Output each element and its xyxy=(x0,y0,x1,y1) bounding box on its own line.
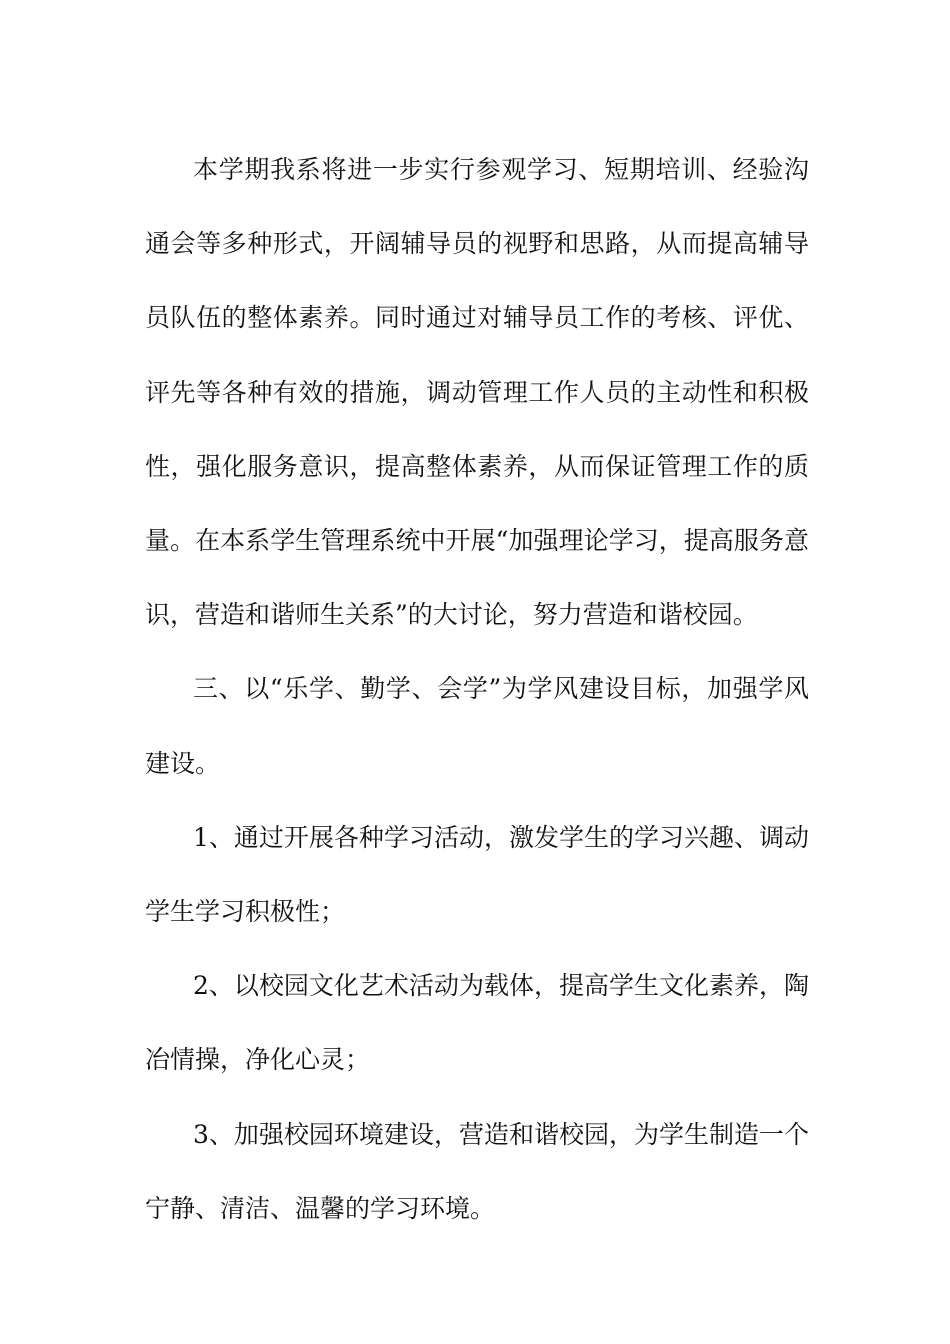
paragraph-item-1: 1、通过开展各种学习活动，激发学生的学习兴趣、调动学生学习积极性； xyxy=(145,822,809,927)
paragraph-item-2: 2、以校园文化艺术活动为载体，提高学生文化素养，陶冶情操，净化心灵； xyxy=(145,971,809,1075)
paragraph-section-three-heading: 三、以“乐学、勤学、会学”为学风建设目标，加强学风建设。 xyxy=(145,674,809,778)
paragraph-team-training: 本学期我系将进一步实行参观学习、短期培训、经验沟通会等多种形式，开阔辅导员的视野和思路，从而提高辅导员队伍的整体素养。同时通过对辅导员工作的考核、评优、评先等各种有效的措施，调动管理工作人员的主动性和积极性，强化服务意识，提高整体素养，从而保证管理工作的质量。在本系学生管理系统中开展“加强理论学习，提高服务意识，营造和谐师生关系”的大讨论，努力营造和谐校园。 xyxy=(145,155,809,630)
document-body xyxy=(145,133,809,1246)
paragraph-item-3: 3、加强校园环境建设，营造和谐校园，为学生制造一个宁静、清洁、温馨的学习环境。 xyxy=(145,1119,809,1223)
